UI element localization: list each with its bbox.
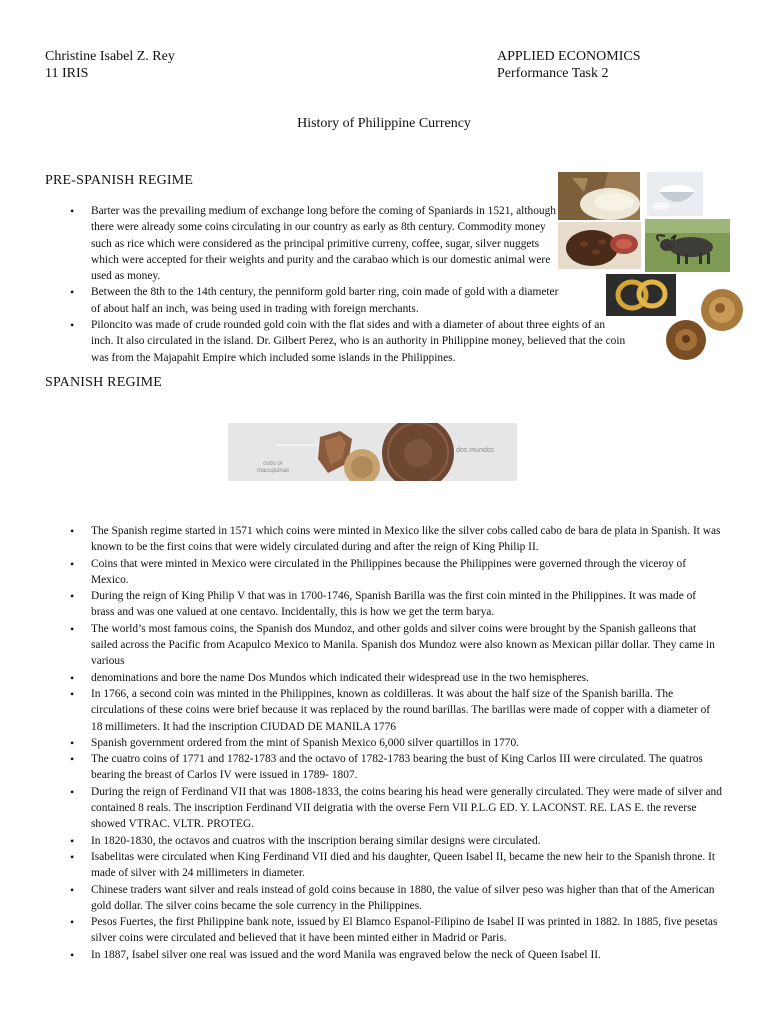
list-item: • Coins that were minted in Mexico were circulated in the Philippines because the Philippines were governed through the viceroy of Mexico. bbox=[70, 556, 722, 589]
list-item: • Barter was the prevailing medium of exchange long before the coming of Spaniards in 1521, although there were already some coins circulating in our country as early as 8th century. Commodity money such as rice which were considered as the principal primitive curreny, coffee, sugar, silver nuggets which were accepted for their weights and purity and the carabao which is our domestic animal were used as money. bbox=[70, 203, 562, 284]
student-name: Christine Isabel Z. Rey bbox=[45, 49, 175, 64]
sugar-bowl-image bbox=[647, 172, 703, 216]
list-item: • Pesos Fuertes, the first Philippine bank note, issued by El Blamco Espanol-Filipino de Isabel II was printed in 1882. In 1885, five pesetas silver coins were circulated and believed that it have been minted either in Madrid or Paris. bbox=[70, 914, 722, 947]
coffee-beans-image bbox=[558, 222, 641, 269]
spanish-coins-image bbox=[228, 423, 517, 481]
piloncito-coin-2-image bbox=[664, 317, 708, 362]
spanish-heading: SPANISH REGIME bbox=[45, 375, 163, 390]
rice-sack-image bbox=[558, 172, 640, 220]
cobs-label: cobs or macuquinas bbox=[256, 461, 290, 474]
student-section: 11 IRIS bbox=[45, 66, 89, 81]
list-item: • In 1887, Isabel silver one real was issued and the word Manila was engraved below the neck of Queen Isabel II. bbox=[70, 947, 722, 963]
list-item: • The world’s most famous coins, the Spanish dos Mundoz, and other golds and silver coins were brought by the Spanish galleons that sailed across the Pacific from Acapulco Mexico to Manila. Spanish dos Mundoz were also known as Mexican pillar dollar. They came in various bbox=[70, 621, 722, 670]
list-item: • In 1820-1830, the octavos and cuatros with the inscription beraing similar designs were circulated. bbox=[70, 833, 722, 849]
page-title: History of Philippine Currency bbox=[297, 116, 471, 131]
pre-spanish-list bbox=[70, 203, 626, 366]
list-item: • Chinese traders want silver and reals instead of gold coins because in 1880, the value of silver peso was higher than that of the American gold dollar. The silver coins became the sole currency in the Philippines. bbox=[70, 882, 722, 915]
list-item: • Piloncito was made of crude rounded gold coin with the flat sides and with a diameter of about three eights of an inch. It also circulated in the island. Dr. Gilbert Perez, who is an authority in Philippine money, believed that the coin was from the Majapahit Empire which included some islands in the Philippines. bbox=[70, 317, 626, 366]
list-item: • Between the 8th to the 14th century, the penniform gold barter ring, coin made of gold with a diameter of about half an inch, was being used in trading with foreign merchants. bbox=[70, 284, 562, 317]
dos-mundos-label: dos mundos bbox=[456, 447, 495, 454]
subject: APPLIED ECONOMICS bbox=[497, 49, 641, 64]
list-item: • denominations and bore the name Dos Mundos which indicated their widespread use in the two hemispheres. bbox=[70, 670, 722, 686]
list-item: • Isabelitas were circulated when King Ferdinand VII died and his daughter, Queen Isabel II, became the new heir to the Spanish throne. It made of silver with 24 millimeters in diameter. bbox=[70, 849, 722, 882]
carabao-image bbox=[645, 219, 730, 272]
header-left bbox=[45, 48, 175, 82]
list-item: • The Spanish regime started in 1571 which coins were minted in Mexico like the silver cobs called cabo de bara de plata in Spanish. It was known to be the first coins that were widely circulated during and after the reign of King Philip II. bbox=[70, 523, 722, 556]
task-name: Performance Task 2 bbox=[497, 66, 609, 81]
list-item: • During the reign of King Philip V that was in 1700-1746, Spanish Barilla was the first coin minted in the Philippines. It was made of brass and was one valued at one centavo. Incidentally, this is how we get the term barya. bbox=[70, 588, 722, 621]
list-item: • The cuatro coins of 1771 and 1782-1783 and the octavo of 1782-1783 bearing the bust of King Carlos III were circulated. The quatros bearing the breast of Carlos IV were issued in 1789- 1807. bbox=[70, 751, 722, 784]
gold-barter-rings-image bbox=[606, 274, 676, 316]
pre-spanish-heading: PRE-SPANISH REGIME bbox=[45, 173, 194, 188]
list-item: • During the reign of Ferdinand VII that was 1808-1833, the coins bearing his head were generally circulated. They were made of silver and contained 8 reals. The inscription Ferdinand VII deigratia with the overse Fern VII P.L.G ED. Y. LACONST. RE. LAS E. the reverse showed VTRAC. VLTR. PROTEG. bbox=[70, 784, 722, 833]
spanish-list bbox=[70, 523, 722, 963]
list-item: • In 1766, a second coin was minted in the Philippines, known as coldilleras. It was about the half size of the Spanish barilla. The circulations of these coins were brief because it was replaced by the round barillas. The barillas were made of copper with a diameter of 18 millimeters. It had the inscription CIUDAD DE MANILA 1776 bbox=[70, 686, 722, 735]
list-item: • Spanish government ordered from the mint of Spanish Mexico 6,000 silver quartillos in 1770. bbox=[70, 735, 722, 751]
header-right bbox=[497, 48, 641, 82]
